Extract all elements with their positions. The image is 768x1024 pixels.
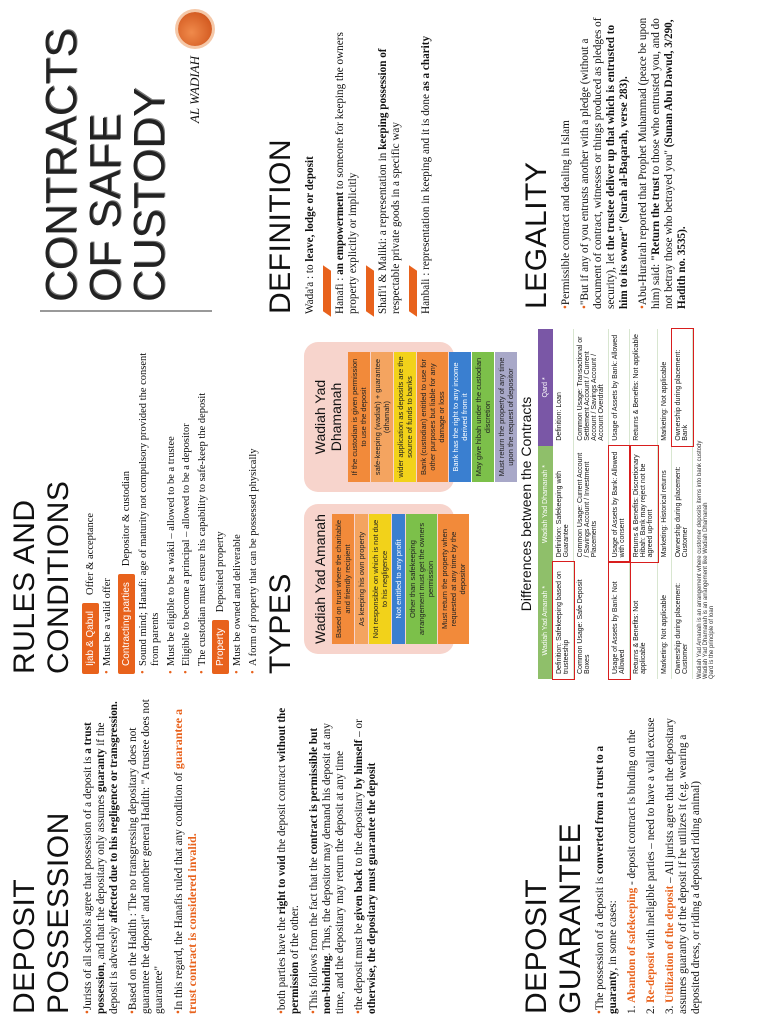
deposit-guarantee-intro: •The possession of a deposit is converted from a trust to a guaranty, in some cases:: [594, 745, 619, 1014]
amanah-title: Wadiah Yad Amanah: [312, 514, 328, 644]
deposit-possession-heading: DEPOSIT POSSESSION: [8, 812, 75, 1014]
rules-slide: [0, 334, 259, 684]
dhamanah-bar: Bank (custodian) entitled to use for other purposes but liable for any damage or loss: [417, 352, 448, 482]
stripe-decoration: [323, 265, 331, 317]
guarantee-item: 2. Re-deposit with ineligible parties – need to have a valid excuse: [645, 717, 657, 1014]
dhamanah-bar: Bank has the right to any income derived from it: [449, 352, 471, 482]
table-row: [630, 329, 658, 679]
table-cell: Returns & Benefits: Not applicable: [630, 562, 658, 679]
deposit-guarantee-heading: DEPOSIT GUARANTEE: [520, 822, 587, 1014]
parties-bullet: • Sound mind; Hanafi: age of maturity not compulsory provided the consent from parents: [138, 344, 163, 674]
table-cell: Ownership during placement: Customer: [672, 446, 693, 563]
table-note: Wadiah Yad Amanah is an arrangement where customer deposits items into bank custody: [697, 440, 703, 679]
dhamanah-title: Wadiah Yad Dhamanah: [312, 379, 344, 455]
column-right: [512, 0, 768, 1024]
definition-wada: Wada'a : to leave, lodge or deposit: [304, 156, 316, 314]
amanah-bar: Other than safekeeping arrangement must get the owners permission: [406, 514, 437, 644]
contract-rights-slide: [256, 694, 512, 1024]
legality-heading: LEGALITY: [520, 161, 553, 309]
table-cell: Ownership during placement: Bank: [672, 329, 693, 446]
amanah-card: [304, 504, 467, 654]
table-cell: Ownership during placement: Customer: [672, 562, 693, 679]
differences-slide: [512, 319, 768, 689]
rules-heading: RULES AND CONDITIONS: [8, 480, 75, 674]
legality-slide: [512, 0, 768, 319]
legality-b2: •"But if any of you entrusts another with a pledge (without a document of contract, witnesses or things produced as pledges of security), let the trustee deliver up that which is entrusted to him to its owner" (Surah al-Baqarah, verse 283).: [579, 17, 630, 309]
column-middle: [256, 0, 515, 1024]
table-cell: Returns & Benefits: Discretionary Hibah: Bank may reject not be agreed up-front: [630, 446, 658, 563]
stripe-decoration: [409, 265, 417, 317]
differences-heading: Differences between the Contracts: [518, 396, 534, 612]
definition-hanbali: Hanbali : representation in keeping and it is done as a charity: [420, 35, 432, 314]
amanah-bar: As keeping his own property: [355, 514, 368, 644]
property-bullet: • Must be owned and deliverable: [232, 344, 245, 674]
parties-bullet: • Eligible to become a principal – allowed to be a depositor: [181, 344, 194, 674]
definition-slide: [256, 0, 512, 324]
dhamanah-card: [304, 342, 515, 492]
table-cell: Usage of Assets by Bank: Allowed: [609, 329, 630, 446]
property-tag: Property: [212, 620, 229, 674]
title-text: CONTRACTS OF SAFE CUSTODY: [37, 28, 174, 302]
ijab-bullet: • Must be a valid offer: [102, 344, 115, 674]
table-header: Wadiah Yad Amanah *: [538, 562, 553, 679]
guarantee-item: 3. Utilization of the deposit – All jurists agree that the depositary assumes guaranty of the deposit if he utilizes it (e.g. wearing a deposited dress, or riding a deposited riding animal): [664, 718, 702, 1014]
dhamanah-bar: May give hibah under the custodian discretion: [472, 352, 494, 482]
table-cell: Definition: Loan: [553, 329, 574, 446]
rights-b1: •both parties have the right to void the deposit contract without the permission of the other.: [276, 707, 301, 1014]
parties-tag: Contracting parties: [118, 574, 135, 674]
table-header: Qard *: [538, 329, 553, 446]
dhamanah-bar: safe-keeping (wadiah) + guarantee (dhamah): [371, 352, 393, 482]
amanah-bar: Not entitled to any profit: [392, 514, 405, 644]
table-cell: Definition: Safekeeping based on trusteeship: [553, 562, 574, 679]
deposit-possession-slide: [0, 684, 256, 1024]
table-note: Wadiah Yad Dhamanah is an arrangement like Wadiah Dhamanah: [703, 502, 709, 679]
types-slide: [256, 324, 515, 684]
column-left: [0, 0, 259, 1024]
property-bullet: • A form of property that can be possessed physically: [248, 344, 261, 674]
table-row: [658, 329, 672, 679]
rights-b3: •the deposit must be given back to the depositary by himself – or otherwise, the depositary must guarantee the deposit: [353, 719, 378, 1014]
parties-bullet: • The custodian must ensure his capability to safe-keep the deposit: [197, 344, 210, 674]
definition-hanafi: Hanafi : an empowerment to someone for keeping the owners property explicitly or implicitly: [334, 32, 359, 314]
table-row: [553, 329, 574, 679]
differences-table: [538, 329, 693, 679]
title-block: [37, 12, 212, 312]
table-row: [574, 329, 609, 679]
parties-bullet: • Must be eligible to be a wakil – allowed to be a trustee: [166, 344, 179, 674]
amanah-bar: Must return the property when requested at any time by the depositor: [438, 514, 469, 644]
amanah-bar: Based on trust where the charitable and friendly recipient: [332, 514, 354, 644]
orange-circle-icon: [178, 12, 212, 46]
table-note: Qard is the principle of loan: [709, 605, 715, 679]
ijab-value: Offer & acceptance: [85, 512, 96, 595]
table-header: Wadiah Yad Dhamanah *: [538, 446, 553, 563]
table-cell: Common Usage: Transactional or Settlement Account / Current Account / Savings Account / Account Overdraft: [574, 329, 609, 446]
table-cell: Marketing: Not applicable: [658, 329, 672, 446]
deposit-guarantee-slide: [512, 694, 768, 1024]
table-cell: Usage of Assets by Bank: Allowed with consent: [609, 446, 630, 563]
property-value: Deposited property: [215, 531, 226, 613]
table-cell: Returns & Benefits: Not applicable: [630, 329, 658, 446]
table-cell: Common Usage: Safe Deposit Boxes: [574, 562, 609, 679]
legality-b1: •Permissible contract and dealing in Islam: [560, 120, 572, 309]
definition-heading: DEFINITION: [264, 139, 297, 314]
title-slide: [0, 0, 256, 324]
title-subtitle: AL WADIAH: [187, 56, 202, 124]
legality-b3: •Abu-Hurairah reported that Prophet Muhammad (peace be upon him) said: "Return the trust to those who entrusted you, and do not betray those who betrayed you" (Sunan Abu Dawud, 3/290, Hadith no. 3535).: [637, 17, 688, 309]
types-heading: TYPES: [264, 573, 297, 674]
table-cell: Definition: Safekeeping with Guarantee: [553, 446, 574, 563]
parties-value: Depositor & custodian: [120, 470, 132, 567]
deposit-possession-p1: •Jurists of all schools agree that possession of a deposit is a trust possession, and that the depositary only assumes guaranty if the deposit is adversely affected due to his negligence or transgression.: [82, 701, 120, 1014]
ijab-tag: Ijab & Qabul: [82, 603, 99, 674]
guarantee-item: 1. Abandon of safekeeping - deposit contract is binding on the: [626, 729, 638, 1014]
deposit-possession-p3: •In this regard, the Hanafis ruled that any condition of guarantee a trust contract is considered invalid.: [171, 708, 199, 1014]
dhamanah-bar: wider application as deposits are the source of funds to banks: [394, 352, 416, 482]
table-cell: Marketing: Not applicable: [658, 562, 672, 679]
dhamanah-bar: Must return the property of any time upon the request of depositor: [495, 352, 517, 482]
amanah-bar: Not responsible on which is not due to his negligence: [369, 514, 391, 644]
table-cell: Marketing: Historical returns: [658, 446, 672, 563]
dhamanah-bar: If the custodian is given permission to use the deposit: [348, 352, 370, 482]
table-cell: Common Usage: Current Account / Savings Account / Investment Placements: [574, 446, 609, 563]
stripe-decoration: [366, 265, 374, 317]
deposit-possession-p2: •Based on the Hadith : The no transgressing depositary does not guarantee the deposit" and another general Hadith: "A trustee does not guarantee": [127, 699, 165, 1014]
rights-b2: •This follows from the fact that the contract is permissible but non-binding. Thus, the depositor may demand his deposit at any time, and the depositary may return the deposit at any time: [308, 723, 346, 1014]
table-row: [672, 329, 693, 679]
table-row: [609, 329, 630, 679]
table-cell: Usage of Assets by Bank: Not Allowed: [609, 562, 630, 679]
definition-shafii: Shafi'i & Maliki: a representation in keeping possession of respectable private goods in a specific way: [377, 48, 402, 314]
